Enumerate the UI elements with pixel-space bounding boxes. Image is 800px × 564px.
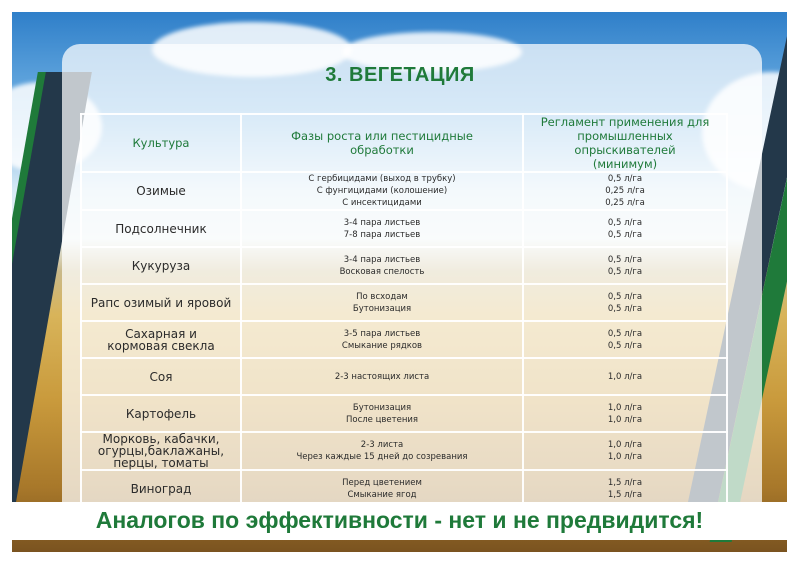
- table-row: [81, 247, 727, 284]
- rate-cell: [523, 284, 727, 321]
- crop-cell: [81, 284, 241, 321]
- phase-cell-line: По всходам: [356, 291, 408, 302]
- phase-cell-line: После цветения: [345, 414, 419, 425]
- page-title: 3. ВЕГЕТАЦИЯ: [325, 64, 475, 86]
- crop-cell-line: кормовая свекла: [107, 338, 215, 353]
- phase-cell-line: 7-8 пара листьев: [343, 229, 421, 240]
- crop-cell: [81, 247, 241, 284]
- phase-cell-line: 3-4 пара листьев: [343, 217, 421, 228]
- crop-cell-line: Виноград: [130, 481, 192, 496]
- crop-cell: [81, 172, 241, 210]
- header-phase: [241, 114, 523, 172]
- rate-cell-line: 0,5 л/га: [607, 229, 643, 240]
- phase-cell-line: Перед цветением: [342, 477, 422, 488]
- crop-cell: [81, 321, 241, 358]
- crop-cell-line: Озимые: [136, 184, 186, 198]
- rate-cell-line: 0,5 л/га: [607, 254, 643, 265]
- application-rate-table: [80, 113, 728, 508]
- phase-cell-line: 2-3 настоящих листа: [334, 371, 430, 382]
- header-rate: [523, 114, 727, 172]
- rate-cell: [523, 358, 727, 395]
- phase-cell: [241, 321, 523, 358]
- rate-cell: [523, 172, 727, 210]
- footer-banner: [12, 502, 787, 540]
- rate-cell: [523, 395, 727, 432]
- phase-cell-line: С фунгицидами (колошение): [316, 186, 448, 196]
- table-row: [81, 210, 727, 247]
- header-rate-line: (минимум): [592, 157, 658, 171]
- footer-slogan: Аналогов по эффективности - нет и не предвидится!: [95, 507, 704, 533]
- table-row: [81, 284, 727, 321]
- phase-cell-line: Восковая спелость: [339, 266, 425, 277]
- crop-cell-line: Кукуруза: [131, 258, 191, 273]
- rate-cell: [523, 321, 727, 358]
- phase-cell: [241, 284, 523, 321]
- rate-cell: [523, 247, 727, 284]
- crop-cell-line: огурцы,баклажаны,: [97, 444, 225, 458]
- crop-cell: [81, 210, 241, 247]
- phase-cell: [241, 247, 523, 284]
- crop-cell-line: Морковь, кабачки,: [102, 432, 220, 446]
- phase-cell: [241, 210, 523, 247]
- rate-cell-line: 1,0 л/га: [607, 440, 643, 450]
- rate-cell-line: 0,5 л/га: [607, 217, 643, 228]
- phase-cell-line: 3-5 пара листьев: [343, 328, 421, 339]
- table-header-row: [81, 114, 727, 172]
- rate-cell-line: 1,5 л/га: [607, 489, 643, 500]
- table-body: [81, 172, 727, 507]
- rate-cell-line: 0,5 л/га: [607, 328, 643, 339]
- crop-cell: [81, 358, 241, 395]
- rate-cell-line: 0,25 л/га: [605, 198, 645, 208]
- crop-cell: [81, 432, 241, 470]
- rate-cell-line: 0,5 л/га: [607, 174, 643, 184]
- rate-cell-line: 1,0 л/га: [607, 371, 643, 382]
- header-rate-line: промышленных опрыскивателей: [574, 129, 676, 157]
- table-row: [81, 172, 727, 210]
- rate-cell-line: 0,25 л/га: [605, 186, 645, 196]
- rate-cell-line: 0,5 л/га: [607, 291, 643, 302]
- phase-cell-line: Через каждые 15 дней до созревания: [296, 452, 468, 462]
- header-phase-line: обработки: [350, 143, 414, 157]
- phase-cell-line: 2-3 листа: [360, 440, 404, 450]
- phase-cell-line: Смыкание ягод: [347, 489, 417, 500]
- table-row: [81, 321, 727, 358]
- table-row: [81, 358, 727, 395]
- rate-cell-line: 0,5 л/га: [607, 340, 643, 351]
- crop-cell-line: Картофель: [125, 406, 197, 421]
- header-rate-line: Регламент применения для: [540, 115, 710, 129]
- header-phase-line: Фазы роста или пестицидные: [291, 129, 473, 143]
- rate-cell: [523, 432, 727, 470]
- phase-cell-line: Бутонизация: [352, 402, 412, 413]
- phase-cell: [241, 432, 523, 470]
- rate-cell-line: 0,5 л/га: [607, 303, 643, 314]
- phase-cell: [241, 358, 523, 395]
- crop-cell-line: перцы, томаты: [113, 456, 209, 470]
- phase-cell-line: 3-4 пара листьев: [343, 254, 421, 265]
- rate-cell-line: 1,0 л/га: [607, 452, 643, 462]
- rate-cell-line: 1,0 л/га: [607, 402, 643, 413]
- phase-cell: [241, 172, 523, 210]
- crop-cell-line: Соя: [149, 369, 173, 384]
- phase-cell-line: С инсектицидами: [342, 198, 422, 208]
- rate-cell-line: 0,5 л/га: [607, 266, 643, 277]
- crop-cell-line: Подсолнечник: [115, 221, 207, 236]
- rate-cell-line: 1,0 л/га: [607, 414, 643, 425]
- table-row: [81, 432, 727, 470]
- crop-cell-line: Рапс озимый и яровой: [90, 295, 232, 310]
- header-crop: Культура: [81, 114, 241, 172]
- rate-cell: [523, 210, 727, 247]
- crop-cell: [81, 395, 241, 432]
- phase-cell-line: С гербицидами (выход в трубку): [308, 174, 456, 184]
- crop-cell-line: Сахарная и: [125, 326, 197, 341]
- phase-cell: [241, 395, 523, 432]
- table-row: [81, 395, 727, 432]
- rate-cell-line: 1,5 л/га: [607, 477, 643, 488]
- phase-cell-line: Смыкание рядков: [341, 340, 423, 351]
- phase-cell-line: Бутонизация: [352, 303, 412, 314]
